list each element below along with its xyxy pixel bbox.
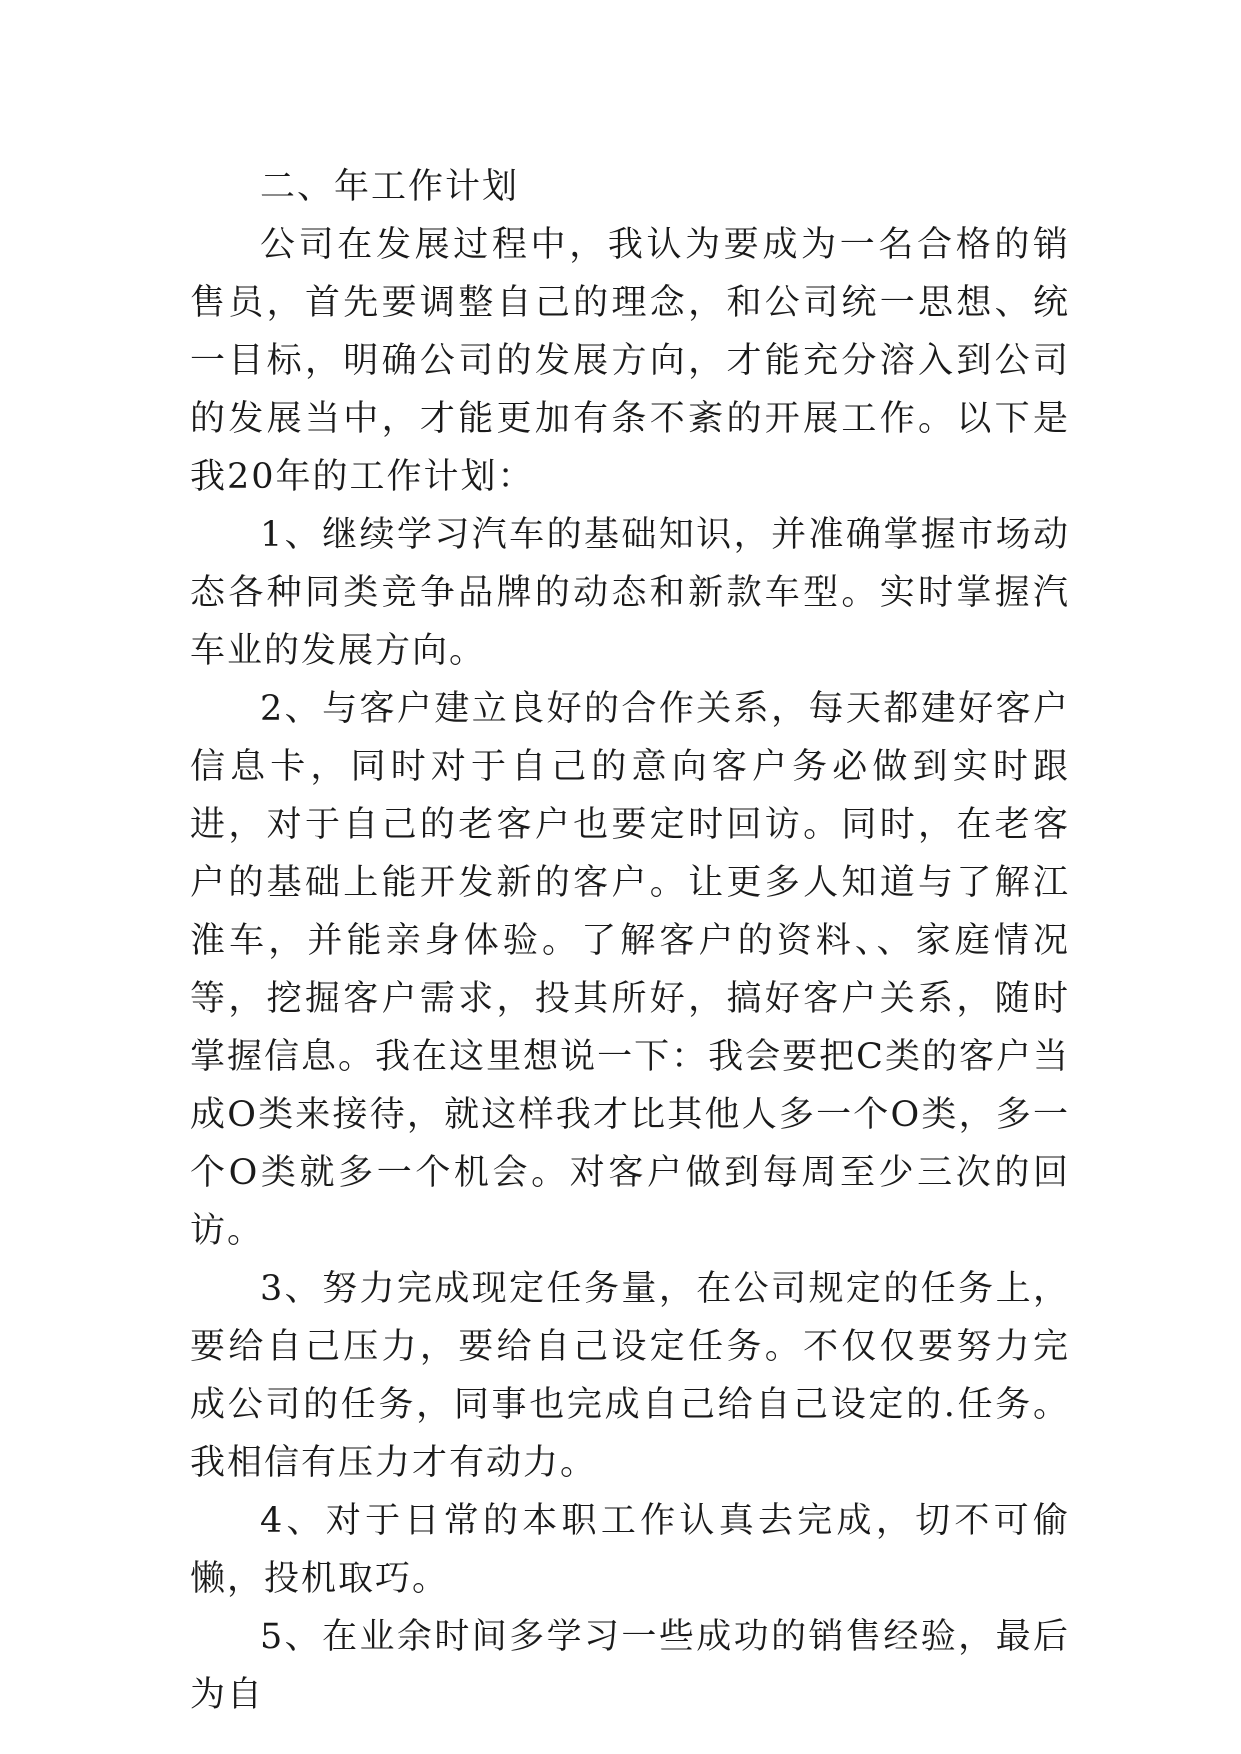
paragraph-intro: 公司在发展过程中，我认为要成为一名合格的销售员，首先要调整自己的理念，和公司统一思想、统一目标，明确公司的发展方向，才能充分溶入到公司的发展当中，才能更加有条不紊的开展工作。以下是我20年的工作计划： (190, 225, 1070, 497)
paragraph-item-2: 2、与客户建立良好的合作关系，每天都建好客户信息卡，同时对于自己的意向客户务必做到实时跟进，对于自己的老客户也要定时回访。同时，在老客户的基础上能开发新的客户。让更多人知道与了解江淮车，并能亲身体验。了解客户的资料、、家庭情况等，挖掘客户需求，投其所好，搞好客户关系，随时掌握信息。我在这里想说一下：我会要把C类的客户当成O类来接待，就这样我才比其他人多一个O类，多一个O类就多一个机会。对客户做到每周至少三次的回访。 (190, 689, 1070, 1251)
paragraph-item-3: 3、努力完成现定任务量，在公司规定的任务上，要给自己压力，要给自己设定任务。不仅仅要努力完成公司的任务，同事也完成自己给自己设定的.任务。我相信有压力才有动力。 (190, 1269, 1070, 1483)
paragraph-item-1: 1、继续学习汽车的基础知识，并准确掌握市场动态各种同类竞争品牌的动态和新款车型。实时掌握汽车业的发展方向。 (190, 515, 1070, 671)
paragraph-item-5: 5、在业余时间多学习一些成功的销售经验，最后为自 (190, 1617, 1070, 1715)
section-heading: 二、年工作计划 (260, 167, 520, 207)
document-body (190, 158, 1070, 1724)
paragraph-item-4: 4、对于日常的本职工作认真去完成，切不可偷懒，投机取巧。 (190, 1501, 1070, 1599)
